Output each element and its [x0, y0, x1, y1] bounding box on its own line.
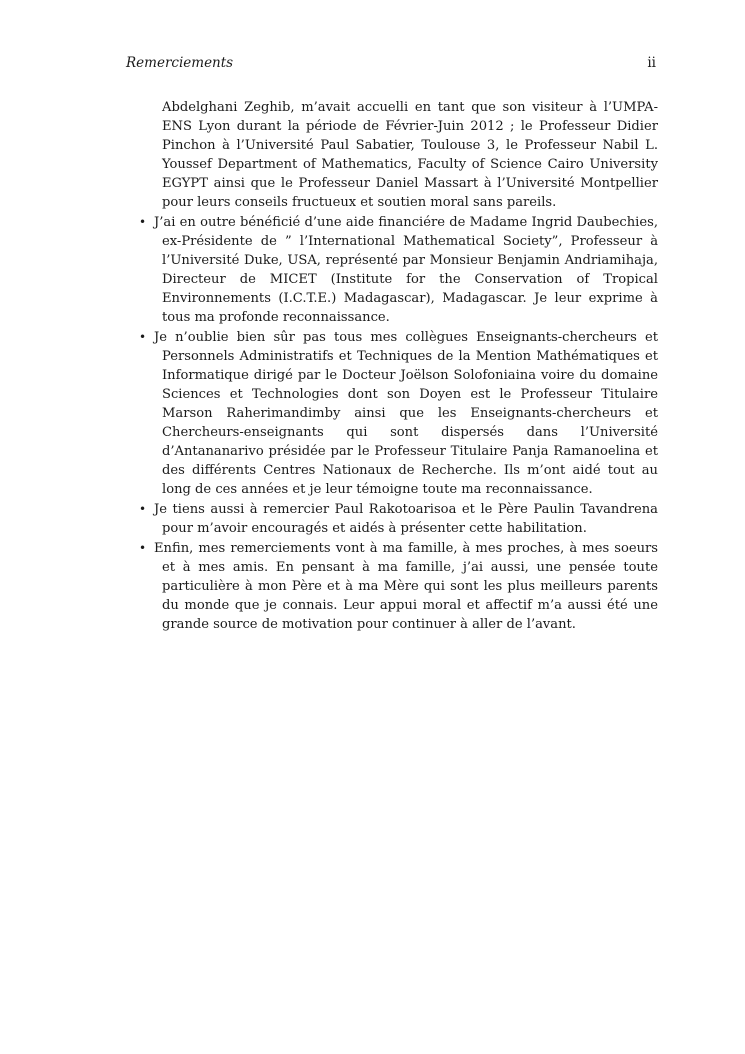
page-number: ii — [647, 55, 656, 71]
list-item-text: Enfin, mes remerciements vont à ma famille, à mes proches, à mes soeurs et à mes amis. En pensant à ma famille, j’ai aussi, une pensée toute particulière à mon Père et à ma Mère qui sont les plus meilleurs parents du monde que je connais. Leur appui moral et affectif m’a aussi été une grande source de motivation pour continuer à aller de l’avant. — [154, 541, 658, 632]
bullet-icon: • — [139, 215, 147, 229]
page-header — [126, 55, 656, 75]
list-item-text: Je n’oublie bien sûr pas tous mes collègues Enseignants-chercheurs et Personnels Administratifs et Techniques de la Mention Mathématiques et Informatique dirigé par le Docteur Joëlson Solofoniaina voire du domaine Sciences et Technologies dont son Doyen est le Professeur Titulaire Marson Raherimandimby ainsi que les Enseignants-chercheurs et Chercheurs-enseignants qui sont dispersés dans l’Université d’Antananarivo présidée par le Professeur Titulaire Panja Ramanoelina et des différents Centres Nationaux de Recherche. Ils m’ont aidé tout au long de ces années et je leur témoigne toute ma reconnaissance. — [154, 330, 658, 497]
acknowledgements-body — [126, 98, 658, 634]
list-item — [126, 539, 658, 634]
bullet-icon: • — [139, 541, 147, 555]
bullet-icon: • — [139, 330, 147, 344]
list-item — [126, 500, 658, 538]
bullet-icon: • — [139, 502, 147, 516]
list-item-text: Je tiens aussi à remercier Paul Rakotoarisoa et le Père Paulin Tavandrena pour m’avoir encouragés et aidés à présenter cette habilitation. — [154, 502, 658, 536]
list-item — [126, 213, 658, 327]
continued-paragraph: Abdelghani Zeghib, m’avait accuelli en tant que son visiteur à l’UMPA-ENS Lyon durant la période de Février-Juin 2012 ; le Professeur Didier Pinchon à l’Université Paul Sabatier, Toulouse 3, le Professeur Nabil L. Youssef Department of Mathematics, Faculty of Science Cairo University EGYPT ainsi que le Professeur Daniel Massart à l’Université Montpellier pour leurs conseils fructueux et soutien moral sans pareils. — [162, 100, 658, 210]
running-header-title: Remerciements — [126, 55, 234, 71]
list-item — [126, 328, 658, 499]
list-item-text: J’ai en outre bénéficié d’une aide financiére de Madame Ingrid Daubechies, ex-Présidente de ” l’International Mathematical Society”, Professeur à l’Université Duke, USA, représenté par Monsieur Benjamin Andriamihaja, Directeur de MICET (Institute for the Conservation of Tropical Environnements (I.C.T.E.) Madagascar), Madagascar. Je leur exprime à tous ma profonde reconnaissance. — [154, 215, 658, 325]
